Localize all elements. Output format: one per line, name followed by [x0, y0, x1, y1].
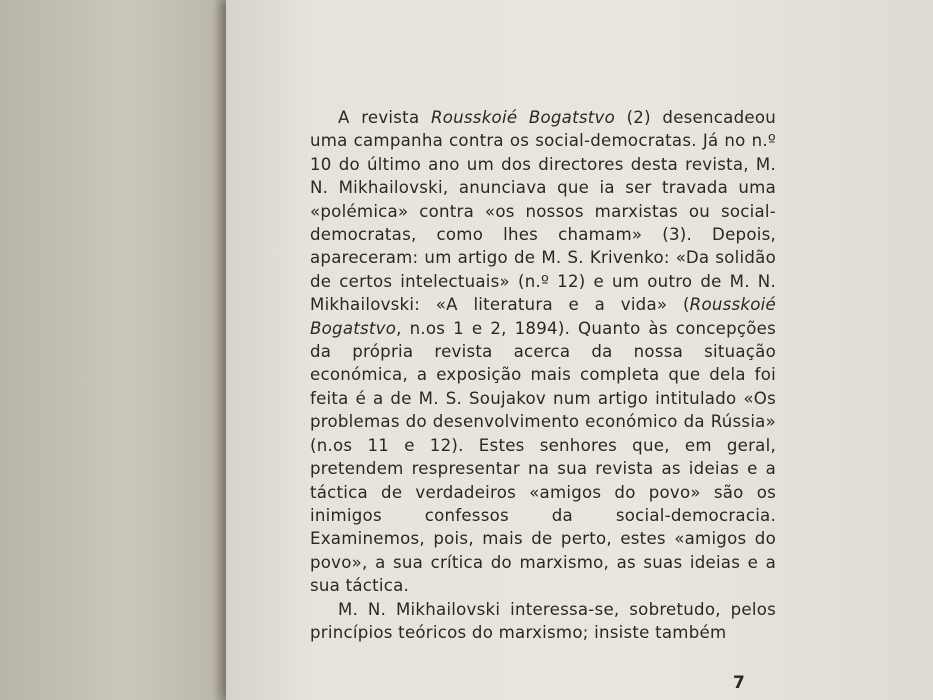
paragraph-1 — [310, 106, 776, 598]
show-through-text — [298, 0, 858, 116]
paragraph-1-part-3: , n.os 1 e 2, 1894). Quanto às concepções da própria revista acerca da nossa situação económica, a exposição mais completa que dela foi feita é a de M. S. Soujakov num artigo intitulado «Os problemas do desenvolvimento económico da Rússia» (n.os 11 e 12). Estes senhores que, em geral, pretendem respresentar na sua revista as ideias e a táctica de verdadeiros «amigos do povo» são os inimigos confessos da social-democracia. Examinemos, pois, mais de perto, estes «amigos do povo», a sua crítica do marxismo, as suas ideias e a sua táctica. — [310, 318, 776, 596]
journal-title: Rousskoié Bogatstvo — [310, 295, 776, 338]
journal-title: Rousskoié Bogatstvo — [430, 108, 615, 127]
paragraph-1-part-2: (2) desencadeou uma campanha contra os social-democratas. Já no n.º 10 do último ano um dos directores desta revista, M. N. Mikhailovski, anunciava que ia ser travada uma «polémica» contra «os nossos marxistas ou social-democratas, como lhes chamam» (3). Depois, apareceram: um artigo de M. S. Krivenko: «Da solidão de certos intelectuais» (n.º 12) e um outro de M. N. Mikhailovski: «A literatura e a vida» ( — [310, 108, 776, 315]
body-text — [310, 106, 776, 644]
paragraph-2: M. N. Mikhailovski interessa-se, sobretudo, pelos princípios teóricos do marxismo; insiste também — [310, 599, 776, 642]
adjacent-page-edge — [0, 0, 232, 700]
page-number: 7 — [733, 673, 745, 693]
book-page — [226, 0, 933, 700]
paragraph-1-part-1: A revista — [338, 108, 431, 127]
